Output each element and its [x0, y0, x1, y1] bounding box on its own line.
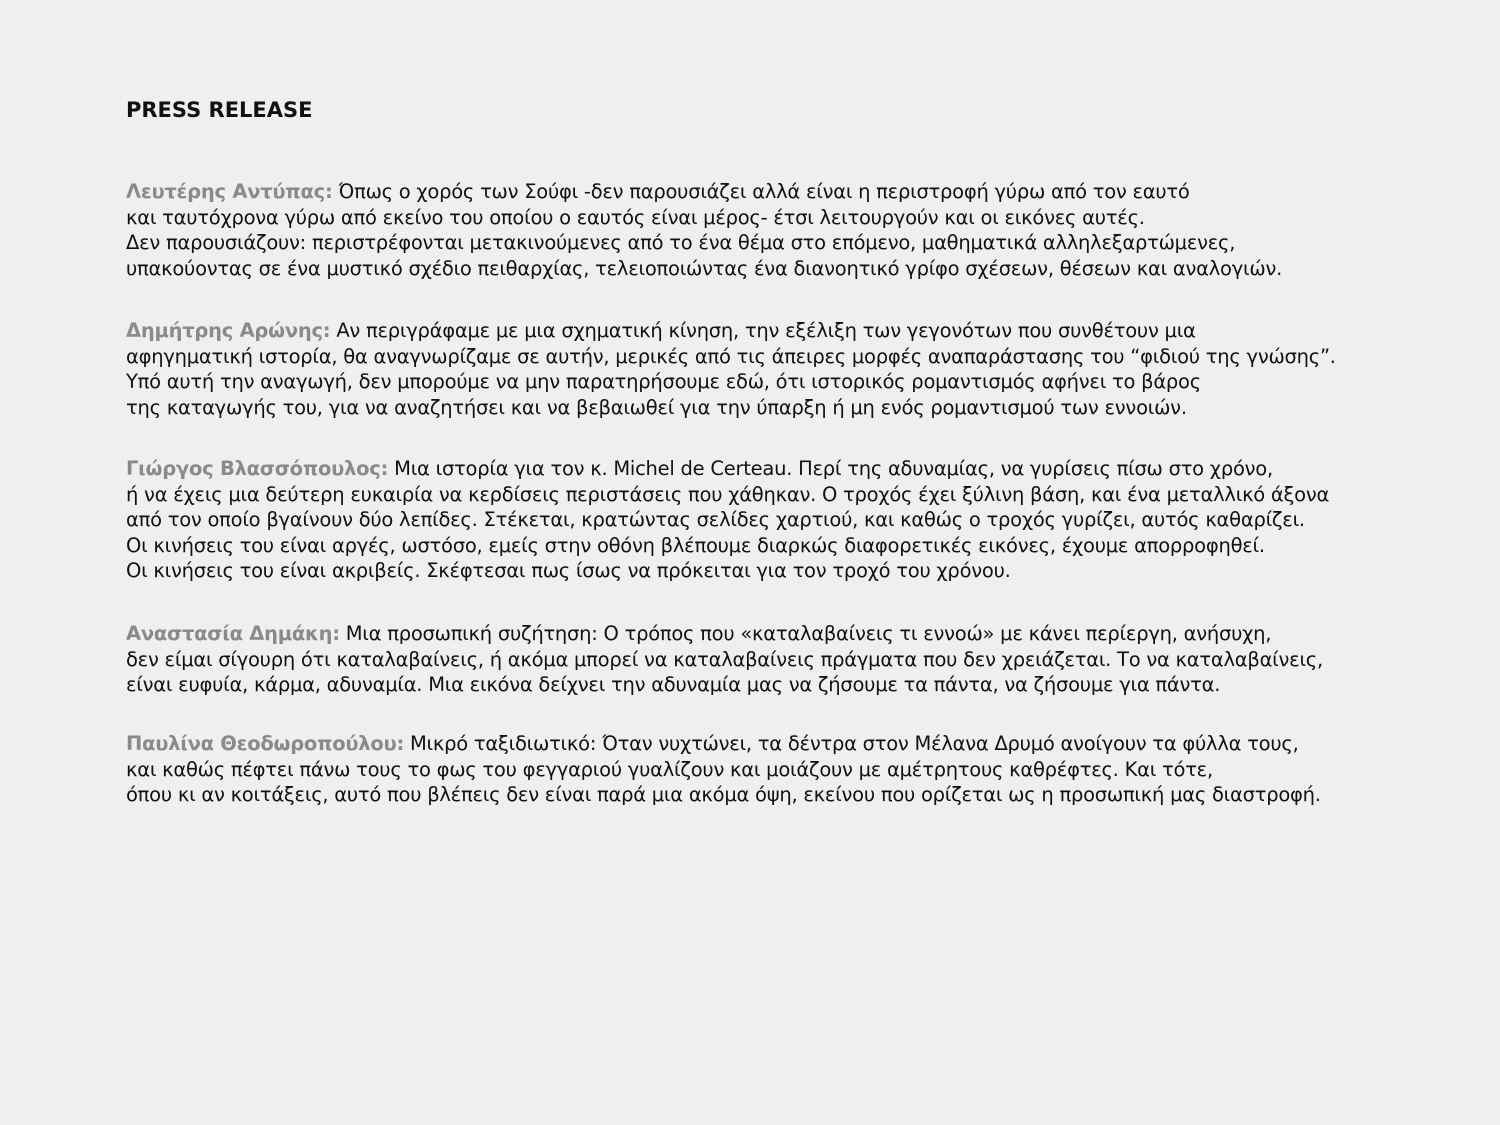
- statement-line: δεν είμαι σίγουρη ότι καταλαβαίνεις, ή ακόμα μπορεί να καταλαβαίνεις πράγματα που δεν χρειάζεται. Το να καταλαβαίνεις,: [126, 647, 1323, 671]
- statement-text: Μια προσωπική συζήτηση: Ο τρόπος που «καταλαβαίνεις τι εννοώ» με κάνει περίεργη, ανήσυχη,: [345, 622, 1272, 645]
- author-name: Γιώργος Βλασσόπουλος:: [126, 457, 389, 480]
- statement-line: [126, 456, 1426, 482]
- statement-paulina-theodoropoulou: [126, 731, 1426, 808]
- author-name: Αναστασία Δημάκη:: [126, 622, 340, 645]
- statement-line: Δεν παρουσιάζουν: περιστρέφονται μετακινούμενες από το ένα θέμα στο επόμενο, μαθηματικά αλληλεξαρτώμενες,: [126, 231, 1236, 254]
- statement-giorgos-vlassopoulos: [126, 456, 1426, 584]
- statement-text: Μικρό ταξιδιωτικό: Όταν νυχτώνει, τα δέντρα στον Μέλανα Δρυμό ανοίγουν τα φύλλα τους,: [409, 732, 1299, 755]
- statement-line: και ταυτόχρονα γύρω από εκείνο του οποίου ο εαυτός είναι μέρος- έτσι λειτουργούν και οι εικόνες αυτές.: [126, 205, 1145, 229]
- statement-line: της καταγωγής του, για να αναζητήσει και να βεβαιωθεί για την ύπαρξη ή μη ενός ρομαντισμού των εννοιών.: [126, 395, 1187, 419]
- statement-line: [126, 318, 1426, 344]
- statement-line: υπακούοντας σε ένα μυστικό σχέδιο πειθαρχίας, τελειοποιώντας ένα διανοητικό γρίφο σχέσεων, θέσεων και αναλογιών.: [126, 256, 1283, 280]
- author-name: Παυλίνα Θεοδωροπούλου:: [126, 732, 405, 755]
- statement-line: ή να έχεις μια δεύτερη ευκαιρία να κερδίσεις περιστάσεις που χάθηκαν. Ο τροχός έχει ξύλινη βάση, και ένα μεταλλικό άξονα: [126, 482, 1330, 506]
- statement-text: Όπως ο χορός των Σούφι -δεν παρουσιάζει αλλά είναι η περιστροφή γύρω από τον εαυτό: [338, 180, 1190, 203]
- statement-line: [126, 731, 1426, 757]
- statement-line: αφηγηματική ιστορία, θα αναγνωρίζαμε σε αυτήν, μερικές από τις άπειρες μορφές αναπαράστασης του “φιδιού της γνώσης”.: [126, 344, 1336, 368]
- statement-line: Οι κινήσεις του είναι αργές, ωστόσο, εμείς στην οθόνη βλέπουμε διαρκώς διαφορετικές εικόνες, έχουμε απορροφηθεί.: [126, 533, 1265, 557]
- statement-line: όπου κι αν κοιτάξεις, αυτό που βλέπεις δεν είναι παρά μια ακόμα όψη, εκείνου που ορίζεται ως η προσωπική μας διαστροφή.: [126, 783, 1321, 806]
- author-name: Δημήτρης Αρώνης:: [126, 319, 331, 342]
- statement-anastasia-dimaki: [126, 621, 1426, 698]
- statement-dimitris-aronis: [126, 318, 1426, 420]
- statement-line: Οι κινήσεις του είναι ακριβείς. Σκέφτεσαι πως ίσως να πρόκειται για τον τροχό του χρόνου.: [126, 559, 1011, 582]
- page-title: PRESS RELEASE: [126, 98, 313, 122]
- statement-line: [126, 179, 1426, 205]
- statement-text: Αν περιγράφαμε με μια σχηματική κίνηση, την εξέλιξη των γεγονότων που συνθέτουν μια: [336, 319, 1196, 342]
- statement-line: Υπό αυτή την αναγωγή, δεν μπορούμε να μην παρατηρήσουμε εδώ, ότι ιστορικός ρομαντισμός αφήνει το βάρος: [126, 370, 1201, 393]
- statement-lefteris-antypas: [126, 179, 1426, 281]
- statement-text: Μια ιστορία για τον κ. Michel de Certeau. Περί της αδυναμίας, να γυρίσεις πίσω στο χρόνο,: [394, 457, 1273, 480]
- statement-line: και καθώς πέφτει πάνω τους το φως του φεγγαριού γυαλίζουν και μοιάζουν με αμέτρητους καθρέφτες. Και τότε,: [126, 757, 1213, 781]
- statement-line: [126, 621, 1426, 647]
- statement-line: είναι ευφυία, κάρμα, αδυναμία. Μια εικόνα δείχνει την αδυναμία μας να ζήσουμε τα πάντα, να ζήσουμε για πάντα.: [126, 673, 1221, 696]
- statement-line: από τον οποίο βγαίνουν δύο λεπίδες. Στέκεται, κρατώντας σελίδες χαρτιού, και καθώς ο τροχός γυρίζει, αυτός καθαρίζει.: [126, 508, 1305, 531]
- author-name: Λευτέρης Αντύπας:: [126, 180, 333, 203]
